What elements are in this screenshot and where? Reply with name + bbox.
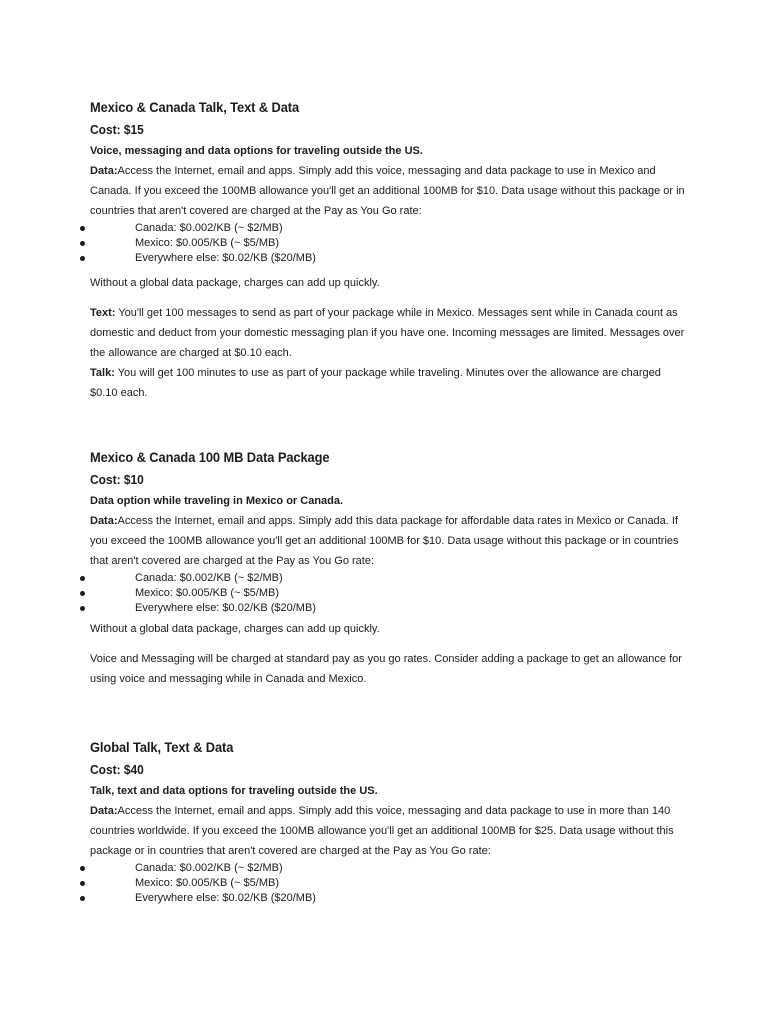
data-paragraph (90, 801, 690, 861)
package-subtitle: Talk, text and data options for traveling outside the US. (90, 785, 378, 797)
rate-list (80, 221, 680, 266)
bullet-icon (80, 881, 85, 886)
data-description: Access the Internet, email and apps. Simply add this voice, messaging and data package to use in Mexico and Canada. If you exceed the 100MB allowance you'll get an additional 100MB for $10. Data usage without this package or in countries that aren't covered are charged at the Pay as You Go rate: (90, 165, 685, 217)
rate-text: Canada: $0.002/KB (~ $2/MB) (135, 572, 283, 584)
rate-text: Mexico: $0.005/KB (~ $5/MB) (135, 587, 279, 599)
text-paragraph (90, 303, 690, 363)
package-cost: Cost: $10 (90, 472, 144, 487)
bullet-icon (80, 576, 85, 581)
package-subtitle: Voice, messaging and data options for traveling outside the US. (90, 145, 423, 157)
bullet-icon (80, 226, 85, 231)
voice-messaging-note: Voice and Messaging will be charged at standard pay as you go rates. Consider adding a package to get an allowance for using voice and messaging while in Canada and Mexico. (90, 653, 682, 685)
rate-text: Canada: $0.002/KB (~ $2/MB) (135, 222, 283, 234)
global-data-note: Without a global data package, charges can add up quickly. (90, 277, 380, 289)
package-section-mexico-canada-data (90, 448, 690, 689)
bullet-icon (80, 256, 85, 261)
rate-list (80, 571, 680, 616)
rate-text: Everywhere else: $0.02/KB ($20/MB) (135, 892, 316, 904)
talk-description: You will get 100 minutes to use as part of your package while traveling. Minutes over the allowance are charged $0.10 each. (90, 367, 661, 399)
rate-text: Everywhere else: $0.02/KB ($20/MB) (135, 252, 316, 264)
bullet-icon (80, 241, 85, 246)
data-description: Access the Internet, email and apps. Simply add this voice, messaging and data package to use in more than 140 countries worldwide. If you exceed the 100MB allowance you'll get an additional 100MB for $25. Data usage without this package or in countries that aren't covered are charged at the Pay as You Go rate: (90, 805, 674, 857)
data-label: Data: (90, 805, 118, 817)
rate-text: Mexico: $0.005/KB (~ $5/MB) (135, 877, 279, 889)
data-description: Access the Internet, email and apps. Simply add this data package for affordable data rates in Mexico or Canada. If you exceed the 100MB allowance you'll get an additional 100MB for $10. Data usage without this package or in countries that aren't covered are charged at the Pay as You Go rate: (90, 515, 679, 567)
list-item (80, 251, 680, 266)
package-section-global-talk-text-data (90, 738, 690, 906)
data-paragraph (90, 511, 690, 571)
list-item (80, 221, 680, 236)
rate-text: Canada: $0.002/KB (~ $2/MB) (135, 862, 283, 874)
bullet-icon (80, 591, 85, 596)
section-title: Mexico & Canada 100 MB Data Package (90, 449, 330, 465)
rate-text: Everywhere else: $0.02/KB ($20/MB) (135, 602, 316, 614)
bullet-icon (80, 606, 85, 611)
bullet-icon (80, 866, 85, 871)
rate-list (80, 861, 680, 906)
list-item (80, 601, 680, 616)
list-item (80, 891, 680, 906)
list-item (80, 586, 680, 601)
talk-label: Talk: (90, 367, 115, 379)
data-label: Data: (90, 515, 118, 527)
list-item (80, 876, 680, 891)
text-label: Text: (90, 307, 116, 319)
list-item (80, 571, 680, 586)
package-subtitle: Data option while traveling in Mexico or Canada. (90, 495, 344, 507)
data-label: Data: (90, 165, 118, 177)
global-data-note: Without a global data package, charges can add up quickly. (90, 623, 380, 635)
section-title: Mexico & Canada Talk, Text & Data (90, 99, 300, 115)
package-cost: Cost: $15 (90, 122, 144, 137)
rate-text: Mexico: $0.005/KB (~ $5/MB) (135, 237, 279, 249)
talk-paragraph (90, 363, 690, 403)
list-item (80, 236, 680, 251)
package-section-mexico-canada-talk-text-data (90, 98, 690, 403)
section-title: Global Talk, Text & Data (90, 739, 234, 755)
data-paragraph (90, 161, 690, 221)
package-cost: Cost: $40 (90, 762, 144, 777)
list-item (80, 861, 680, 876)
bullet-icon (80, 896, 85, 901)
text-description: You'll get 100 messages to send as part of your package while in Mexico. Messages sent while in Canada count as domestic and deduct from your domestic messaging plan if you have one. Incoming messages are limited. Messages over the allowance are charged at $0.10 each. (90, 307, 685, 359)
